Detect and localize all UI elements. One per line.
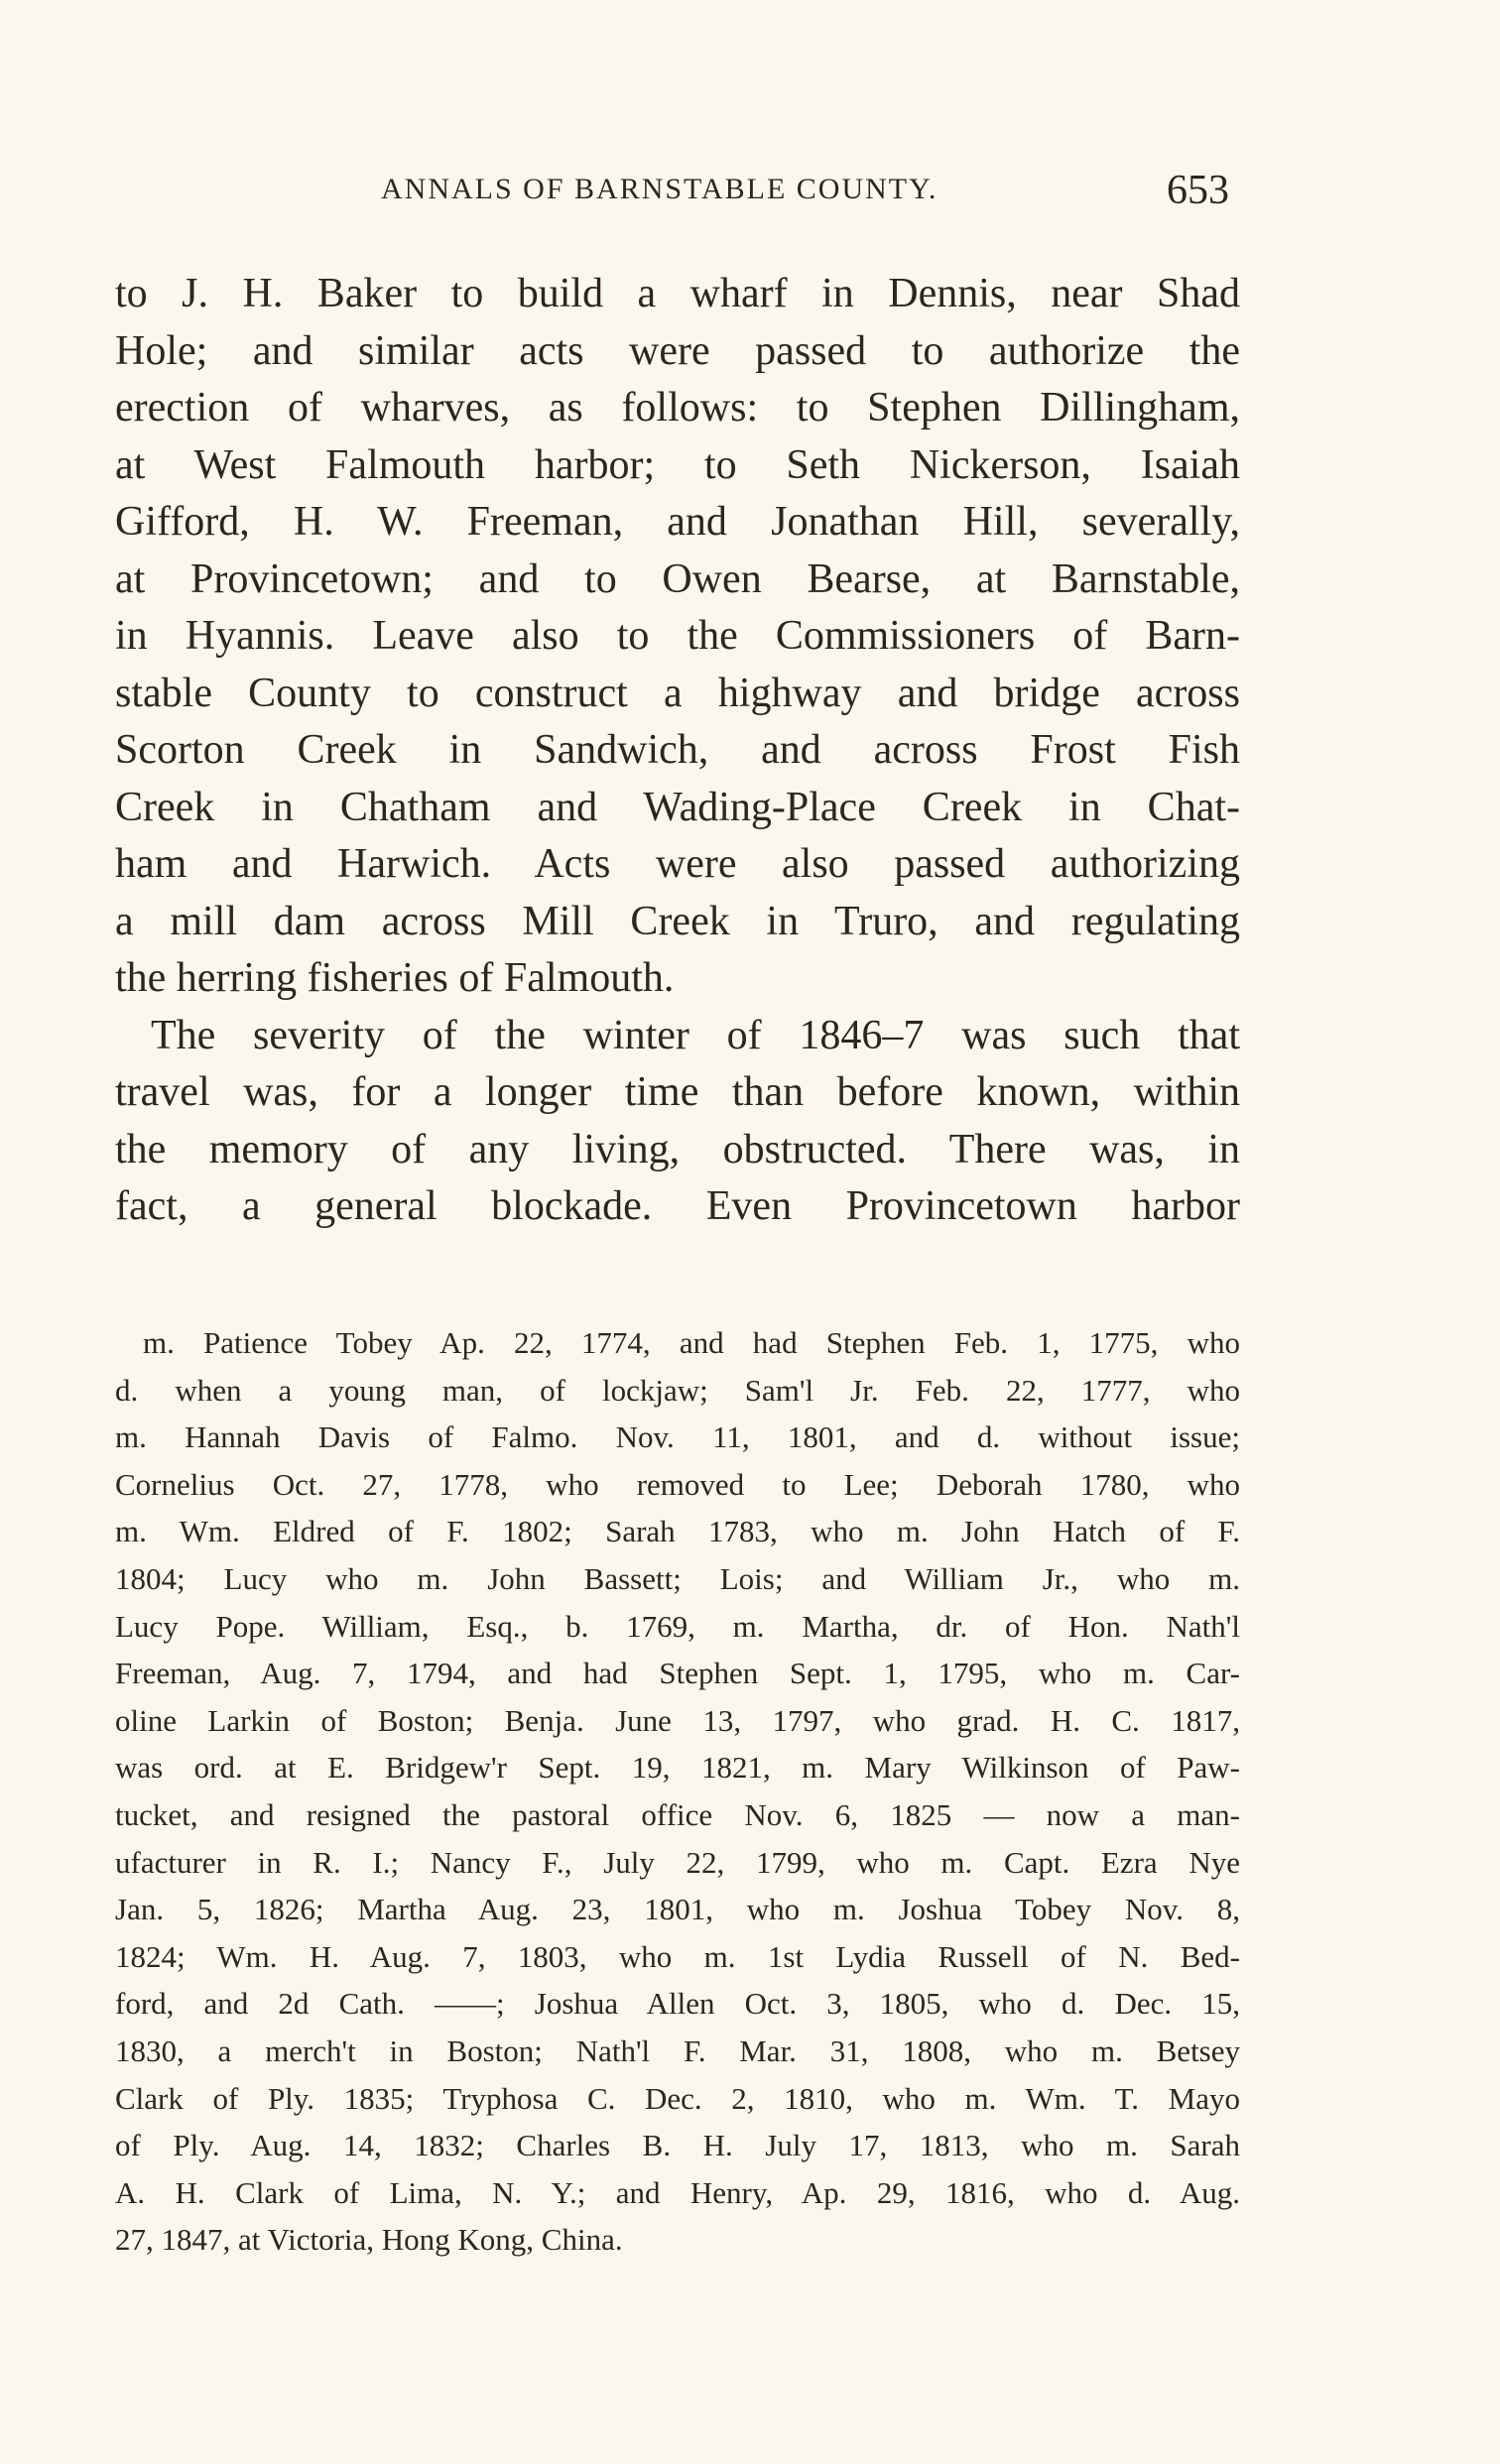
footnote-line: ford, and 2d Cath. ——; Joshua Allen Oct. 3, 1805, who d. Dec. 15, [115, 1986, 1240, 2022]
footnote-line: A. H. Clark of Lima, N. Y.; and Henry, Ap. 29, 1816, who d. Aug. [115, 2174, 1240, 2210]
footnote-line: tucket, and resigned the pastoral office Nov. 6, 1825 — now a man- [115, 1796, 1240, 1832]
body-line: ham and Harwich. Acts were also passed authorizing [115, 841, 1240, 887]
footnote-line: 1824; Wm. H. Aug. 7, 1803, who m. 1st Lydia Russell of N. Bed- [115, 1938, 1240, 1974]
body-line: a mill dam across Mill Creek in Truro, and regulating [115, 898, 1240, 944]
running-title: ANNALS OF BARNSTABLE COUNTY. [381, 173, 938, 205]
footnote-line: 1804; Lucy who m. John Bassett; Lois; and William Jr., who m. [115, 1560, 1240, 1596]
footnote-line: Clark of Ply. 1835; Tryphosa C. Dec. 2, 1810, who m. Wm. T. Mayo [115, 2080, 1240, 2116]
footnote-line: oline Larkin of Boston; Benja. June 13, 1797, who grad. H. C. 1817, [115, 1702, 1240, 1738]
body-text [115, 266, 1240, 1236]
body-line: Creek in Chatham and Wading-Place Creek in Chat- [115, 784, 1240, 830]
footnote-line: m. Hannah Davis of Falmo. Nov. 11, 1801, and d. without issue; [115, 1419, 1240, 1455]
body-line: the memory of any living, obstructed. There was, in [115, 1126, 1240, 1172]
footnote-line: m. Wm. Eldred of F. 1802; Sarah 1783, who m. John Hatch of F. [115, 1514, 1240, 1549]
body-line: Scorton Creek in Sandwich, and across Frost Fish [115, 727, 1240, 773]
footnote-line: Cornelius Oct. 27, 1778, who removed to Lee; Deborah 1780, who [115, 1466, 1240, 1502]
body-line: to J. H. Baker to build a wharf in Dennis, near Shad [115, 271, 1240, 316]
body-line: at Provincetown; and to Owen Bearse, at Barnstable, [115, 555, 1240, 602]
footnote [115, 1319, 1240, 2264]
footnote-line: ufacturer in R. I.; Nancy F., July 22, 1799, who m. Capt. Ezra Nye [115, 1844, 1240, 1880]
body-line: travel was, for a longer time than before known, within [115, 1069, 1240, 1115]
page-header [0, 167, 1500, 226]
footnote-line: Lucy Pope. William, Esq., b. 1769, m. Martha, dr. of Hon. Nath'l [115, 1608, 1240, 1644]
body-line: Gifford, H. W. Freeman, and Jonathan Hill, severally, [115, 499, 1240, 545]
footnote-line: m. Patience Tobey Ap. 22, 1774, and had Stephen Feb. 1, 1775, who [143, 1325, 1240, 1360]
body-line: erection of wharves, as follows: to Stephen Dillingham, [115, 385, 1240, 431]
body-line: The severity of the winter of 1846–7 was such that [151, 1012, 1240, 1058]
footnote-line: of Ply. Aug. 14, 1832; Charles B. H. July 17, 1813, who m. Sarah [115, 2128, 1240, 2163]
footnote-line: d. when a young man, of lockjaw; Sam'l Jr. Feb. 22, 1777, who [115, 1372, 1240, 1408]
body-line: fact, a general blockade. Even Provincetown harbor [115, 1183, 1240, 1229]
footnote-line: 27, 1847, at Victoria, Hong Kong, China. [115, 2222, 623, 2258]
body-line: the herring fisheries of Falmouth. [115, 955, 675, 1001]
body-line: at West Falmouth harbor; to Seth Nickerson, Isaiah [115, 441, 1240, 488]
footnote-line: was ord. at E. Bridgew'r Sept. 19, 1821, m. Mary Wilkinson of Paw- [115, 1750, 1240, 1786]
footnote-line: 1830, a merch't in Boston; Nath'l F. Mar. 31, 1808, who m. Betsey [115, 2033, 1240, 2068]
footnote-line: Jan. 5, 1826; Martha Aug. 23, 1801, who m. Joshua Tobey Nov. 8, [115, 1892, 1240, 1927]
body-line: Hole; and similar acts were passed to authorize the [115, 327, 1240, 374]
body-line: stable County to construct a highway and bridge across [115, 670, 1240, 716]
body-line: in Hyannis. Leave also to the Commissioners of Barn- [115, 613, 1240, 659]
footnote-line: Freeman, Aug. 7, 1794, and had Stephen Sept. 1, 1795, who m. Car- [115, 1656, 1240, 1691]
page-number: 653 [1167, 168, 1229, 213]
